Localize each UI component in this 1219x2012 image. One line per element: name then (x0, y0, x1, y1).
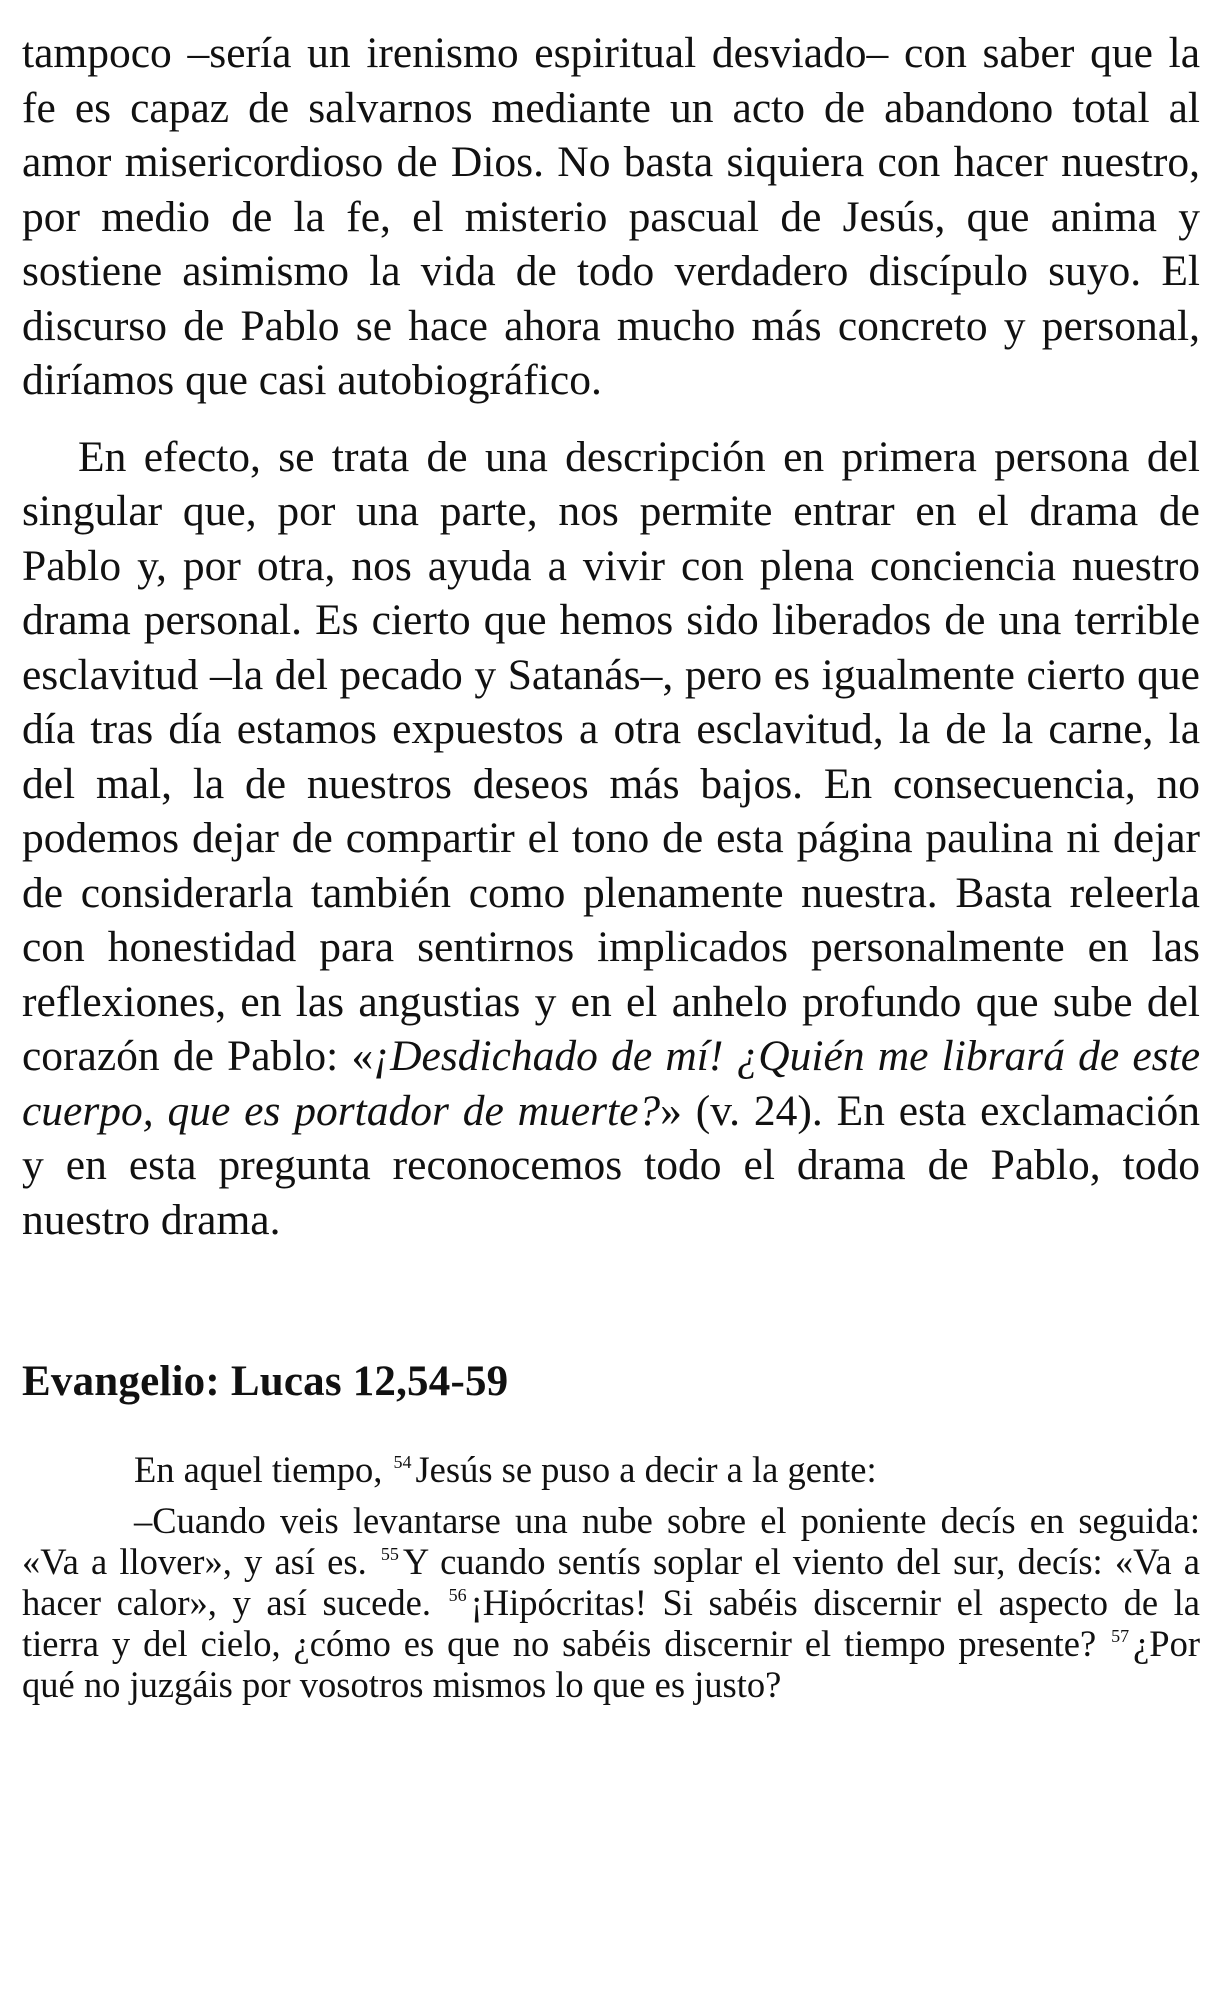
paragraph-2-text: En efecto, se trata de una descripción en primera persona del singular que, por una parte, nos permite entrar en el drama de Pablo y, por otra, nos ayuda a vivir con plena conciencia nuestro drama personal. Es cierto que hemos sido liberados de una terrible esclavitud –la del pecado y Satanás–, pero es igualmente cierto que día tras día estamos expuestos a otra esclavitud, la de la carne, la del mal, la de nuestros deseos más bajos. En consecuencia, no podemos dejar de compartir el tono de esta página paulina ni dejar de considerarla también como plenamente nuestra. Basta releerla con honestidad para sentirnos implicados personalmente en las reflexiones, en las angustias y en el anhelo profundo que sube del corazón de Pablo: « (22, 432, 1200, 1080)
verse-number-54: 54 (393, 1452, 412, 1472)
verse-number-57: 57 (1111, 1626, 1130, 1646)
verse-57-text: ¿Por qué no juzgáis por vosotros mismos lo que es justo? (22, 1623, 1201, 1705)
paragraph-2-text-end: » (v. 24). En esta exclamación y en esta pregunta reconocemos todo el drama de Pablo, todo nuestro drama. (22, 1086, 1200, 1244)
verse-number-55: 55 (380, 1544, 399, 1564)
verse-55-text: Y cuando sentís soplar el viento del sur, decís: «Va a hacer calor», y así sucede. (22, 1541, 1200, 1623)
document-page (22, 26, 1200, 1705)
gospel-intro-line (22, 1449, 1200, 1490)
paragraph-commentary-2 (22, 430, 1200, 1248)
section-heading: Evangelio: Lucas 12,54-59 (22, 1358, 509, 1405)
verse-56-text: ¡Hipócritas! Si sabéis discernir el aspecto de la tierra y del cielo, ¿cómo es que no sabéis discernir el tiempo presente? (22, 1582, 1201, 1664)
gospel-intro: En aquel tiempo, (134, 1449, 383, 1490)
gospel-speech (22, 1500, 1200, 1705)
paragraph-commentary-1: tampoco –sería un irenismo espiritual desviado– con saber que la fe es capaz de salvarnos mediante un acto de abandono total al amor misericordioso de Dios. No basta siquiera con hacer nuestro, por medio de la fe, el misterio pascual de Jesús, que anima y sostiene asimismo la vida de todo verdadero discípulo suyo. El discurso de Pablo se hace ahora mucho más concreto y personal, diríamos que casi autobiográfico. (22, 29, 1200, 404)
paragraph-2-quote: ¡Desdichado de mí! ¿Quién me librará de este cuerpo, que es portador de muerte? (22, 1032, 1201, 1135)
gospel-passage (22, 1449, 1200, 1705)
verse-54-speech: –Cuando veis levantarse una nube sobre el poniente decís en seguida: «Va a llover», y así es. (22, 1500, 1200, 1582)
verse-54-text: Jesús se puso a decir a la gente: (415, 1449, 877, 1490)
verse-number-56: 56 (448, 1585, 467, 1605)
